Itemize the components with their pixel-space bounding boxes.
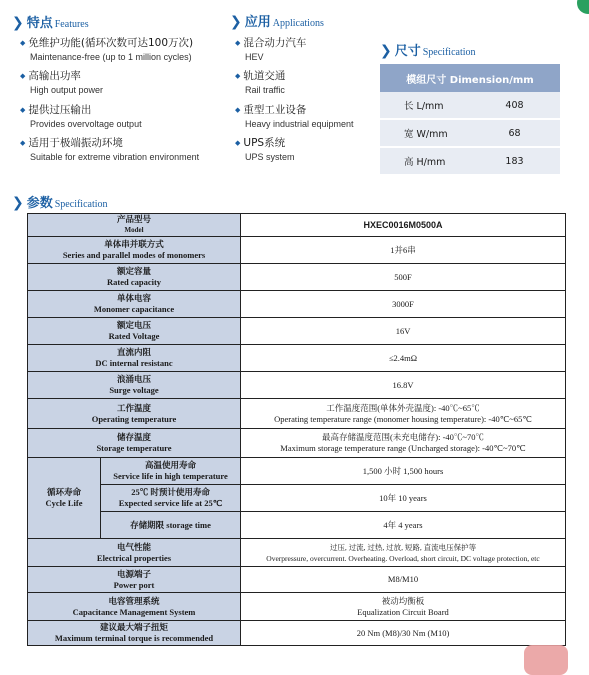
chevron-right-icon: ❯ bbox=[12, 15, 24, 31]
table-row: 额定电压 Rated Voltage 16V bbox=[28, 318, 566, 345]
chevron-right-icon: ❯ bbox=[12, 195, 24, 211]
chevron-right-icon: ❯ bbox=[380, 43, 392, 59]
applications-heading: ❯ 应用 Applications bbox=[230, 14, 324, 30]
chat-widget-icon[interactable] bbox=[524, 645, 568, 675]
table-row: 25℃ 时预计使用寿命 Expected service life at 25℃ 10年 10 years bbox=[28, 485, 566, 512]
application-item: ◆ 轨道交通 Rail traffic bbox=[235, 70, 285, 96]
table-row: 单体串并联方式 Series and parallel modes of monomers 1并6串 bbox=[28, 237, 566, 264]
table-row: 产品型号 Model HXEC0016M0500A bbox=[28, 214, 566, 237]
feature-item: ◆ 高输出功率 High output power bbox=[20, 70, 103, 96]
table-row: 直流内阻 DC internal resistanc ≤2.4mΩ bbox=[28, 345, 566, 372]
table-row: 电气性能 Electrical properties 过压, 过流, 过热, 过放, 短路, 直流电压保护等 Overpressure, overcurrent. Overheating. Overload, short circuit, DC voltage protection, etc bbox=[28, 539, 566, 567]
features-heading: ❯ 特点 Features bbox=[12, 15, 89, 31]
table-row: 建议最大端子扭矩 Maximum terminal torque is recommended 20 Nm (M8)/30 Nm (M10) bbox=[28, 621, 566, 646]
dimension-heading: ❯ 尺寸 Specification bbox=[380, 43, 476, 59]
table-row: 浪涌电压 Surge voltage 16.8V bbox=[28, 372, 566, 399]
table-row: 存储期限 storage time 4年 4 years bbox=[28, 512, 566, 539]
table-row: 长 L/mm 408 bbox=[380, 92, 560, 119]
table-row: 额定容量 Rated capacity 500F bbox=[28, 264, 566, 291]
table-row: 单体电容 Monomer capacitance 3000F bbox=[28, 291, 566, 318]
dimension-header: 模组尺寸 Dimension/mm bbox=[380, 64, 560, 92]
dimension-table bbox=[380, 64, 560, 176]
table-row: 循环寿命 Cycle Life 高温使用寿命 Service life in high temperature 1,500 小时 1,500 hours bbox=[28, 458, 566, 485]
table-row: 电容管理系统 Capacitance Management System 被动均衡板 Equalization Circuit Board bbox=[28, 593, 566, 621]
feature-item: ◆ 免维护功能(循环次数可达100万次) Maintenance-free (up to 1 million cycles) bbox=[20, 37, 193, 63]
spec-heading: ❯ 参数 Specification bbox=[12, 195, 108, 211]
corner-decoration bbox=[577, 0, 589, 14]
table-row: 储存温度 Storage temperature 最高存储温度范围(未充电储存): -40℃~70℃ Maximum storage temperature range (Uncharged storage): -40℃~70℃ bbox=[28, 429, 566, 458]
spec-table bbox=[27, 213, 566, 646]
application-item: ◆ UPS系统 UPS system bbox=[235, 137, 295, 163]
chevron-right-icon: ❯ bbox=[230, 14, 242, 30]
table-row: 工作温度 Operating temperature 工作温度范围(单体外壳温度): -40℃~65℃ Operating temperature range (monomer housing temperature): -40℃~65℃ bbox=[28, 399, 566, 429]
table-row: 电源端子 Power port M8/M10 bbox=[28, 567, 566, 593]
table-row: 高 H/mm 183 bbox=[380, 147, 560, 175]
feature-item: ◆ 提供过压输出 Provides overvoltage output bbox=[20, 104, 142, 130]
table-row: 宽 W/mm 68 bbox=[380, 119, 560, 147]
feature-item: ◆ 适用于极端振动环境 Suitable for extreme vibration environment bbox=[20, 137, 199, 163]
application-item: ◆ 混合动力汽车 HEV bbox=[235, 37, 306, 63]
application-item: ◆ 重型工业设备 Heavy industrial equipment bbox=[235, 104, 354, 130]
